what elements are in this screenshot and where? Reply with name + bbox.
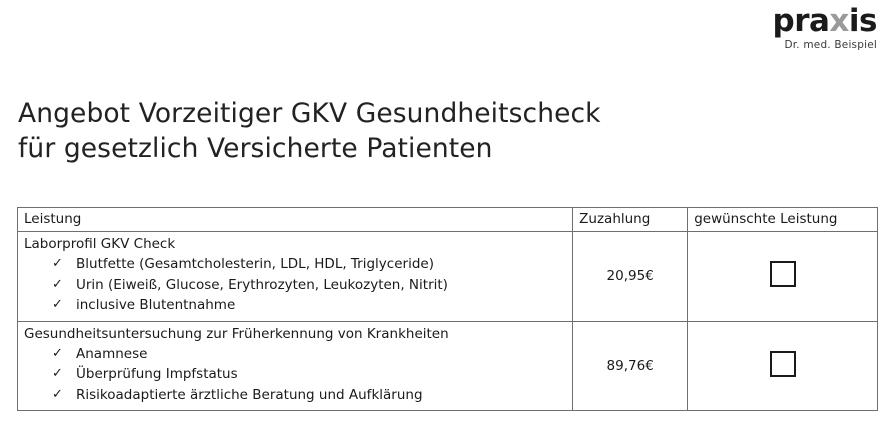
table-row	[18, 321, 878, 411]
offer-table	[17, 207, 878, 411]
column-header-zuzahlung: Zuzahlung	[573, 208, 688, 232]
page-title	[18, 96, 601, 166]
table-row	[18, 232, 878, 322]
price-cell: 89,76€	[573, 321, 688, 411]
service-item-list	[24, 344, 566, 406]
price-cell: 20,95€	[573, 232, 688, 322]
list-item	[52, 344, 566, 365]
service-heading: Laborprofil GKV Check	[24, 236, 176, 252]
logo-x-icon: x	[829, 3, 849, 39]
column-header-gewuenschte-leistung: gewünschte Leistung	[688, 208, 878, 232]
practice-logo	[772, 3, 877, 51]
logo-word-part1: pra	[772, 3, 830, 39]
service-checkbox[interactable]	[770, 261, 796, 287]
service-checkbox[interactable]	[770, 351, 796, 377]
table-header-row	[18, 208, 878, 232]
list-item	[52, 275, 566, 296]
selection-cell	[688, 232, 878, 322]
column-header-leistung: Leistung	[18, 208, 573, 232]
page-title-line-1: Angebot Vorzeitiger GKV Gesundheitscheck	[18, 97, 601, 129]
list-item	[52, 254, 566, 275]
list-item-label: inclusive Blutentnahme	[76, 297, 236, 314]
list-item-label: Risikoadaptierte ärztliche Beratung und Aufklärung	[76, 386, 423, 403]
check-mark-icon: ✓	[52, 256, 63, 271]
service-item-list	[24, 254, 566, 316]
check-mark-icon: ✓	[52, 297, 63, 313]
logo-subtitle: Dr. med. Beispiel	[784, 39, 877, 51]
list-item-label: Blutfette (Gesamtcholesterin, LDL, HDL, Triglyceride)	[76, 256, 434, 272]
list-item-label: Überprüfung Impfstatus	[76, 366, 238, 383]
service-cell	[18, 321, 573, 411]
list-item	[52, 364, 566, 385]
list-item	[52, 385, 566, 406]
table-body	[18, 232, 878, 411]
page-title-line-2: für gesetzlich Versicherte Patienten	[18, 132, 493, 164]
list-item-label: Urin (Eiweiß, Glucose, Erythrozyten, Leukozyten, Nitrit)	[76, 276, 448, 293]
logo-word-part2: is	[848, 3, 877, 39]
check-mark-icon: ✓	[52, 345, 63, 361]
check-mark-icon: ✓	[52, 366, 63, 382]
check-mark-icon: ✓	[52, 276, 63, 292]
service-heading: Gesundheitsuntersuchung zur Früherkennung von Krankheiten	[24, 325, 449, 342]
logo-wordmark	[772, 3, 877, 39]
list-item	[52, 295, 566, 316]
service-cell	[18, 232, 573, 322]
list-item-label: Anamnese	[76, 345, 148, 362]
check-mark-icon: ✓	[52, 386, 63, 402]
selection-cell	[688, 321, 878, 411]
table-header	[18, 208, 878, 232]
